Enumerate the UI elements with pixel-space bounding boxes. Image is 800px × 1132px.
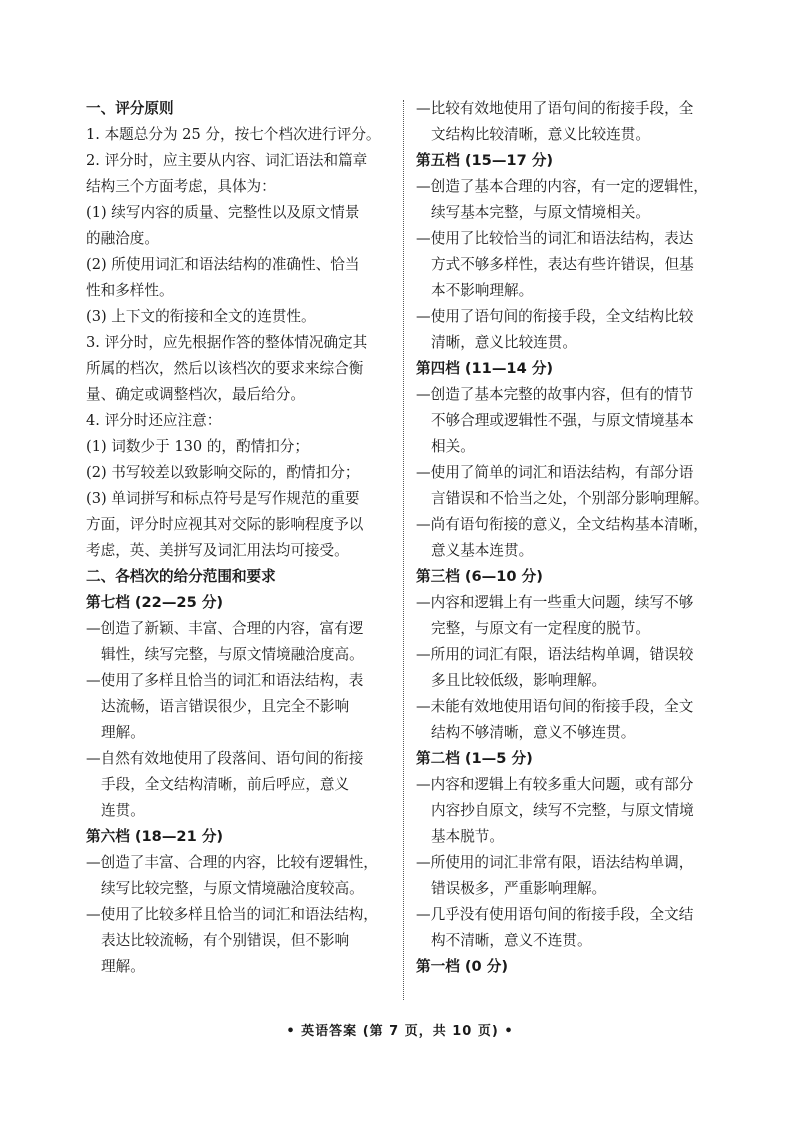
text-line: —几乎没有使用语句间的衔接手段，全文结: [416, 906, 694, 923]
text-line: —使用了多样且恰当的词汇和语法结构，表: [86, 672, 364, 689]
text-line: —自然有效地使用了段落间、语句间的衔接: [86, 750, 364, 767]
page-footer: • 英语答案 (第 7 页，共 10 页) •: [286, 1024, 514, 1039]
text-line: —使用了语句间的衔接手段，全文结构比较: [416, 308, 694, 325]
text-line: —内容和逻辑上有一些重大问题，续写不够: [416, 594, 694, 611]
text-line: 表达比较流畅，有个别错误，但不影响: [101, 932, 350, 949]
text-line: 结构不够清晰，意义不够连贯。: [431, 724, 636, 741]
text-line: 4. 评分时还应注意：: [86, 412, 222, 429]
section-heading: 第二档 (1—5 分): [416, 750, 533, 767]
section-heading: 二、各档次的给分范围和要求: [86, 568, 276, 585]
text-line: —所用的词汇有限，语法结构单调，错误较: [416, 646, 694, 663]
text-line: —创造了基本完整的故事内容，但有的情节: [416, 386, 694, 403]
section-heading: 第五档 (15—17 分): [416, 152, 554, 169]
column-divider: [403, 100, 404, 1000]
text-line: 所属的档次，然后以该档次的要求来综合衡: [86, 360, 364, 377]
text-line: 完整，与原文有一定程度的脱节。: [431, 620, 650, 637]
section-heading: 第四档 (11—14 分): [416, 360, 554, 377]
text-line: —使用了简单的词汇和语法结构，有部分语: [416, 464, 694, 481]
text-line: —尚有语句衔接的意义，全文结构基本清晰，: [416, 516, 708, 533]
text-line: 言错误和不恰当之处，个别部分影响理解。: [431, 490, 709, 507]
text-line: 方面，评分时应视其对交际的影响程度予以: [86, 516, 364, 533]
text-line: 手段，全文结构清晰，前后呼应，意义: [101, 776, 350, 793]
text-line: 达流畅，语言错误很少，且完全不影响: [101, 698, 350, 715]
section-heading: 第七档 (22—25 分): [86, 594, 224, 611]
text-line: —所使用的词汇非常有限，语法结构单调，: [416, 854, 694, 871]
text-line: 连贯。: [101, 802, 145, 819]
text-line: 量、确定或调整档次，最后给分。: [86, 386, 305, 403]
text-line: (3) 单词拼写和标点符号是写作规范的重要: [86, 490, 360, 507]
section-heading: 第一档 (0 分): [416, 958, 509, 975]
text-line: —比较有效地使用了语句间的衔接手段，全: [416, 100, 694, 117]
text-line: —使用了比较多样且恰当的词汇和语法结构，: [86, 906, 378, 923]
text-line: —使用了比较恰当的词汇和语法结构，表达: [416, 230, 694, 247]
text-line: 的融洽度。: [86, 230, 159, 247]
text-line: 3. 评分时，应先根据作答的整体情况确定其: [86, 334, 368, 351]
text-line: 清晰，意义比较连贯。: [431, 334, 577, 351]
text-line: 2. 评分时，应主要从内容、词汇语法和篇章: [86, 152, 368, 169]
text-line: 构不清晰，意义不连贯。: [431, 932, 592, 949]
text-line: (1) 词数少于 130 的，酌情扣分；: [86, 438, 309, 455]
text-line: 续写比较完整，与原文情境融洽度较高。: [101, 880, 364, 897]
text-line: —创造了基本合理的内容，有一定的逻辑性，: [416, 178, 708, 195]
text-line: 基本脱节。: [431, 828, 504, 845]
text-line: (3) 上下文的衔接和全文的连贯性。: [86, 308, 316, 325]
text-line: —创造了新颖、丰富、合理的内容，富有逻: [86, 620, 364, 637]
text-line: 内容抄自原文，续写不完整，与原文情境: [431, 802, 694, 819]
text-line: (1) 续写内容的质量、完整性以及原文情景: [86, 204, 360, 221]
text-line: 1. 本题总分为 25 分，按七个档次进行评分。: [86, 126, 381, 143]
text-line: 考虑，英、美拼写及词汇用法均可接受。: [86, 542, 349, 559]
text-line: 本不影响理解。: [431, 282, 534, 299]
text-line: 理解。: [101, 958, 145, 975]
section-heading: 第三档 (6—10 分): [416, 568, 543, 585]
text-line: —未能有效地使用语句间的衔接手段，全文: [416, 698, 694, 715]
text-line: —内容和逻辑上有较多重大问题，或有部分: [416, 776, 694, 793]
text-line: 理解。: [101, 724, 145, 741]
text-line: (2) 所使用词汇和语法结构的准确性、恰当: [86, 256, 360, 273]
text-line: 续写基本完整，与原文情境相关。: [431, 204, 650, 221]
right-column: [416, 96, 734, 980]
text-line: 错误极多，严重影响理解。: [431, 880, 607, 897]
text-line: 多且比较低级，影响理解。: [431, 672, 607, 689]
left-column: [86, 96, 404, 980]
section-heading: 第六档 (18—21 分): [86, 828, 224, 845]
text-line: 辑性，续写完整，与原文情境融洽度高。: [101, 646, 364, 663]
text-line: 文结构比较清晰，意义比较连贯。: [431, 126, 650, 143]
text-line: 相关。: [431, 438, 475, 455]
text-line: 结构三个方面考虑，具体为：: [86, 178, 276, 195]
section-heading: 一、评分原则: [86, 100, 174, 117]
text-line: 意义基本连贯。: [431, 542, 534, 559]
text-line: 不够合理或逻辑性不强，与原文情境基本: [431, 412, 694, 429]
text-line: 方式不够多样性，表达有些许错误，但基: [431, 256, 694, 273]
text-line: (2) 书写较差以致影响交际的，酌情扣分；: [86, 464, 360, 481]
text-line: 性和多样性。: [86, 282, 174, 299]
text-line: —创造了丰富、合理的内容，比较有逻辑性，: [86, 854, 378, 871]
